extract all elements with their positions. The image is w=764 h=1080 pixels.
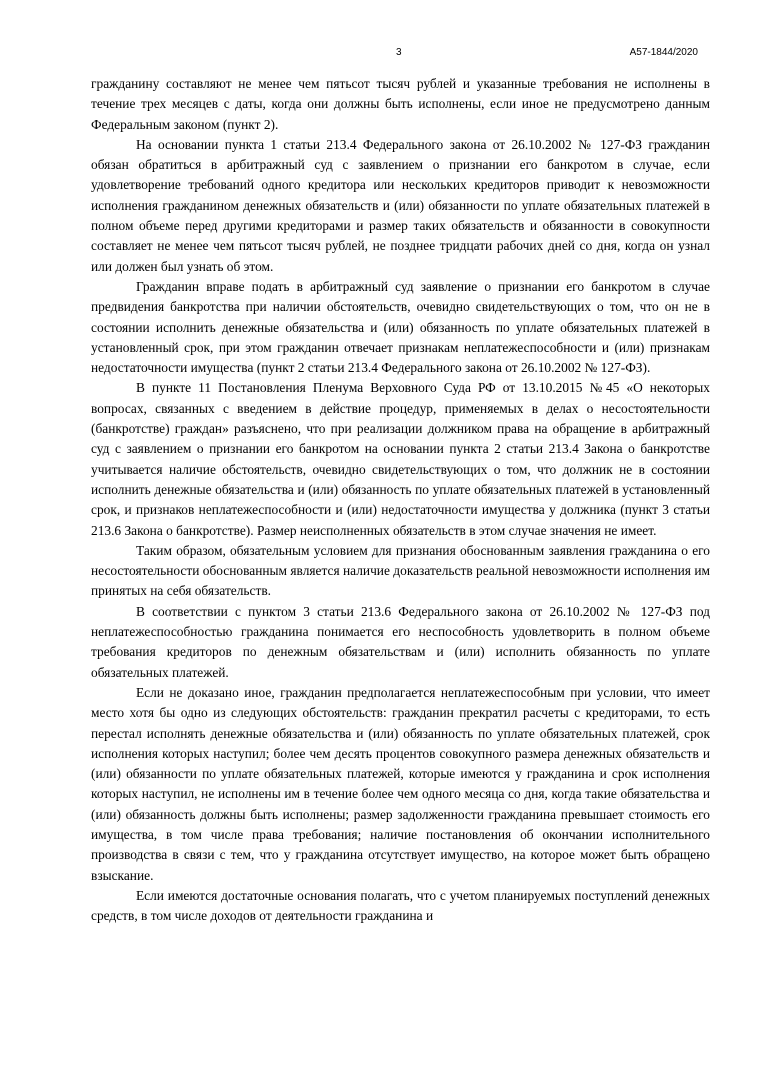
page-number: 3: [396, 47, 402, 58]
paragraph: В пункте 11 Постановления Пленума Верховного Суда РФ от 13.10.2015 №45 «О некоторых вопросах, связанных с введением в действие процедур, применяемых в делах о несостоятельности (банкротстве) граждан» разъяснено, что при реализации должником права на обращение в арбитражный суд с заявлением о признании его банкротом на основании пункта 2 статьи 213.4 Закона о банкротстве учитывается наличие обстоятельств, очевидно свидетельствующих о том, что должник не в состоянии исполнить денежные обязательства и (или) обязанность по уплате обязательных платежей в установленный срок, и признаков неплатежеспособности и (или) недостаточности имущества у должника (пункт 3 статьи 213.6 Закона о банкротстве). Размер неисполненных обязательств в этом случае значения не имеет.: [91, 380, 710, 538]
paragraph: Если не доказано иное, гражданин предполагается неплатежеспособным при условии, что имеет место хотя бы одно из следующих обстоятельств: гражданин прекратил расчеты с кредиторами, то есть перестал исполнять денежные обязательства и (или) обязанность по уплате обязательных платежей, срок исполнения которых наступил; более чем десять процентов совокупного размера денежных обязательств и (или) обязанности по уплате обязательных платежей, которые имеются у гражданина и срок исполнения которых наступил, не исполнены им в течение более чем одного месяца со дня, когда такие обязательства и (или) обязанность должны быть исполнены; размер задолженности гражданина превышает стоимость его имущества, в том числе права требования; наличие постановления об окончании исполнительного производства в связи с тем, что у гражданина отсутствует имущество, на которое может быть обращено взыскание.: [91, 684, 710, 883]
document-body: [91, 74, 710, 926]
case-number: А57-1844/2020: [629, 47, 698, 58]
paragraph: Таким образом, обязательным условием для признания обоснованным заявления гражданина о его несостоятельности обоснованным является наличие доказательств реальной невозможности исполнения им принятых на себя обязательств.: [91, 542, 710, 599]
paragraph: Если имеются достаточные основания полагать, что с учетом планируемых поступлений денежных средств, в том числе доходов от деятельности гражданина и: [91, 887, 710, 924]
page-header: [0, 47, 764, 63]
paragraph: гражданину составляют не менее чем пятьсот тысяч рублей и указанные требования не исполнены в течение трех месяцев с даты, когда они должны быть исполнены, если иное не предусмотрено данным Федеральным законом (пункт 2).: [91, 76, 710, 132]
paragraph: В соответствии с пунктом 3 статьи 213.6 Федерального закона от 26.10.2002 № 127-ФЗ под неплатежеспособностью гражданина понимается его неспособность удовлетворить в полном объеме требования кредиторов по денежным обязательствам и (или) исполнить обязанность по уплате обязательных платежей.: [91, 603, 710, 680]
paragraph: На основании пункта 1 статьи 213.4 Федерального закона от 26.10.2002 № 127-ФЗ гражданин обязан обратиться в арбитражный суд с заявлением о признании его банкротом в случае, если удовлетворение требований одного кредитора или нескольких кредиторов приводит к невозможности исполнения гражданином денежных обязательств и (или) обязанности по уплате обязательных платежей в полном объеме перед другими кредиторами и размер таких обязательств и обязанности в совокупности составляет не менее чем пятьсот тысяч рублей, не позднее тридцати рабочих дней со дня, когда он узнал или должен был узнать об этом.: [91, 136, 710, 274]
paragraph: Гражданин вправе подать в арбитражный суд заявление о признании его банкротом в случае предвидения банкротства при наличии обстоятельств, очевидно свидетельствующих о том, что он не в состоянии исполнить денежные обязательства и (или) обязанность по уплате обязательных платежей в установленный срок, при этом гражданин отвечает признакам неплатежеспособности и (или) признакам недостаточности имущества (пункт 2 статьи 213.4 Федерального закона от 26.10.2002 № 127-ФЗ).: [91, 278, 710, 376]
